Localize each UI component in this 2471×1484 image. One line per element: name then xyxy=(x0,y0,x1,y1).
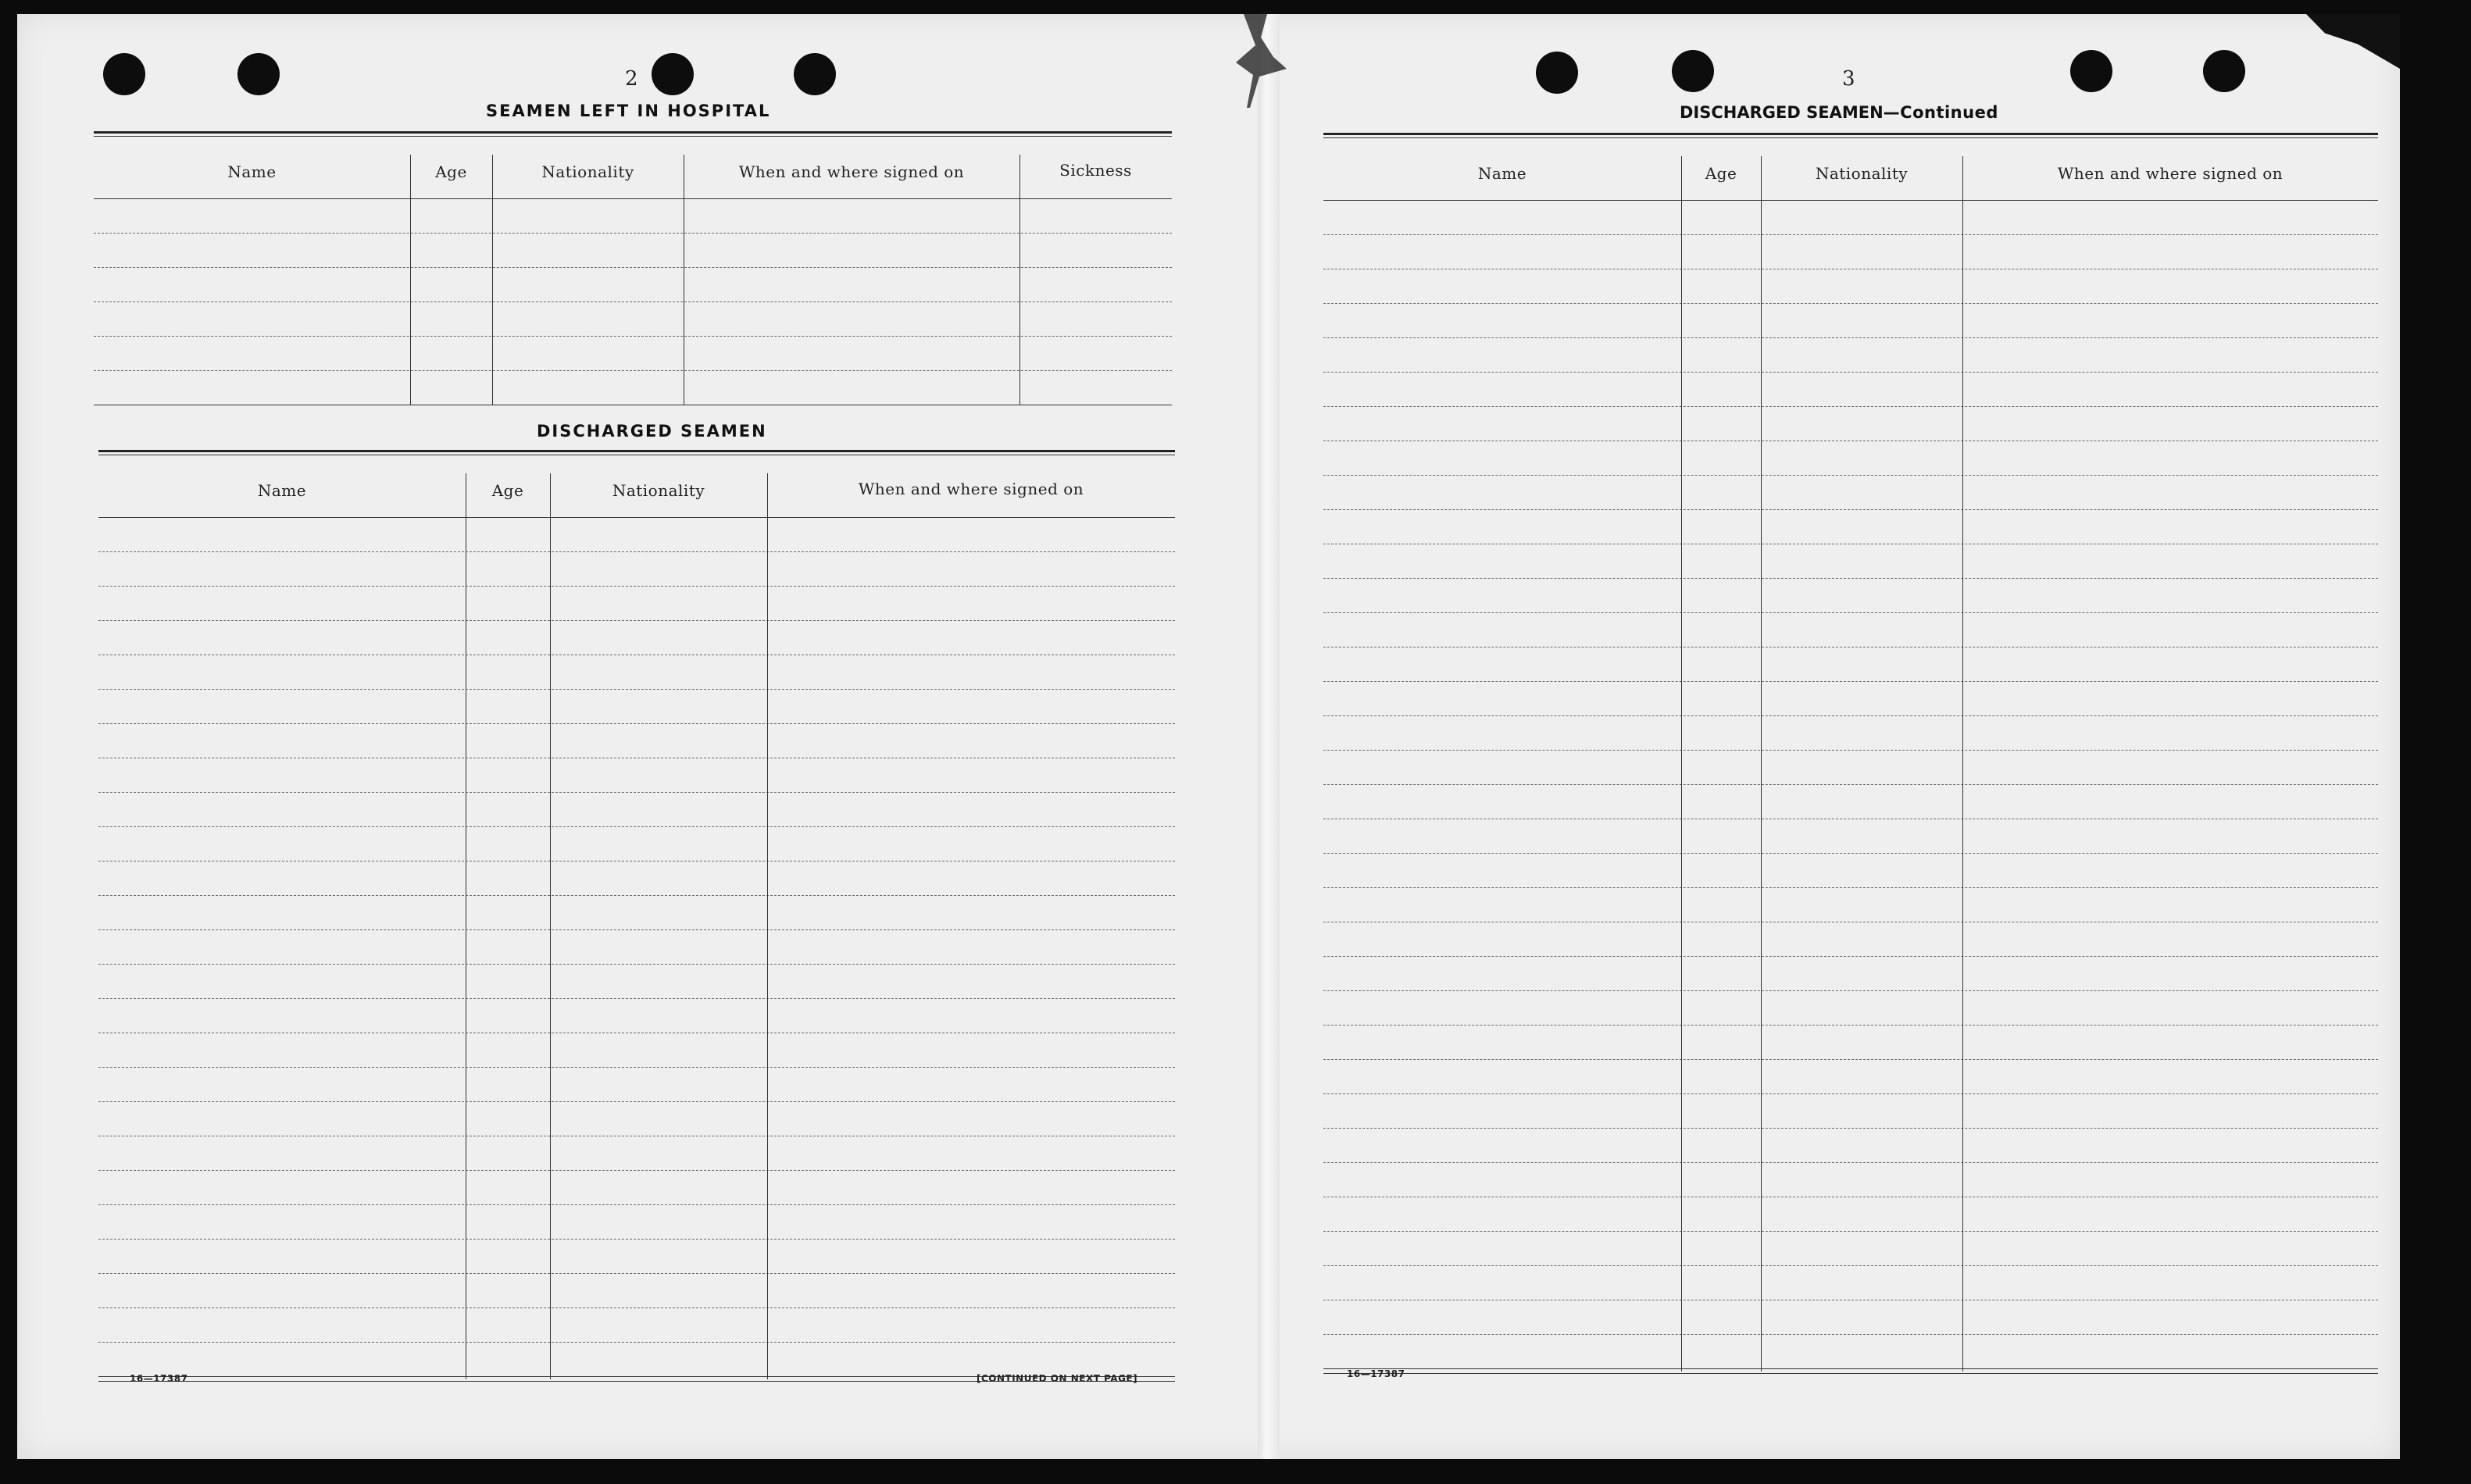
punch-hole xyxy=(2070,50,2112,92)
page-fold-gutter xyxy=(1258,14,1280,1459)
title-main: DISCHARGED SEAMEN xyxy=(1680,103,1884,122)
column-header-when-where-signed: When and where signed on xyxy=(738,162,965,181)
punch-hole xyxy=(794,53,836,95)
column-header-when-where-signed: When and where signed on xyxy=(858,480,1084,498)
punch-hole xyxy=(652,53,694,95)
discharged-section-title-left: DISCHARGED SEAMEN xyxy=(537,422,767,441)
punch-hole xyxy=(1536,52,1578,94)
column-header-age: Age xyxy=(435,162,467,181)
column-header-nationality: Nationality xyxy=(612,481,705,500)
punch-hole xyxy=(237,53,280,95)
page-number-right: 3 xyxy=(1842,67,1855,91)
scan-corner-shadow xyxy=(2306,14,2400,69)
column-header-when-where-signed: When and where signed on xyxy=(2057,164,2284,183)
form-number-left: 16—17387 xyxy=(130,1373,188,1384)
punch-hole xyxy=(103,53,145,95)
column-header-nationality: Nationality xyxy=(541,162,634,181)
page-number-left: 2 xyxy=(625,67,638,91)
column-header-age: Age xyxy=(491,481,524,500)
hospital-table xyxy=(94,131,1172,412)
continued-note: [CONTINUED ON NEXT PAGE] xyxy=(977,1373,1138,1384)
column-header-name: Name xyxy=(257,481,307,500)
column-header-sickness: Sickness xyxy=(1059,161,1132,180)
title-continued: —Continued xyxy=(1883,103,1998,122)
form-number-right: 16—17387 xyxy=(1347,1368,1405,1379)
punch-hole xyxy=(2203,50,2245,92)
scanned-document xyxy=(17,14,2400,1459)
discharged-table-right xyxy=(1323,133,2378,1375)
column-header-nationality: Nationality xyxy=(1815,164,1909,183)
column-header-name: Name xyxy=(227,162,277,181)
discharged-section-title-right xyxy=(1680,103,1998,122)
hospital-section-title: SEAMEN LEFT IN HOSPITAL xyxy=(486,102,771,120)
punch-hole xyxy=(1672,50,1714,92)
column-header-name: Name xyxy=(1477,164,1527,183)
column-header-age: Age xyxy=(1705,164,1737,183)
paper-tear xyxy=(1212,14,1298,108)
discharged-table-left xyxy=(98,450,1175,1384)
